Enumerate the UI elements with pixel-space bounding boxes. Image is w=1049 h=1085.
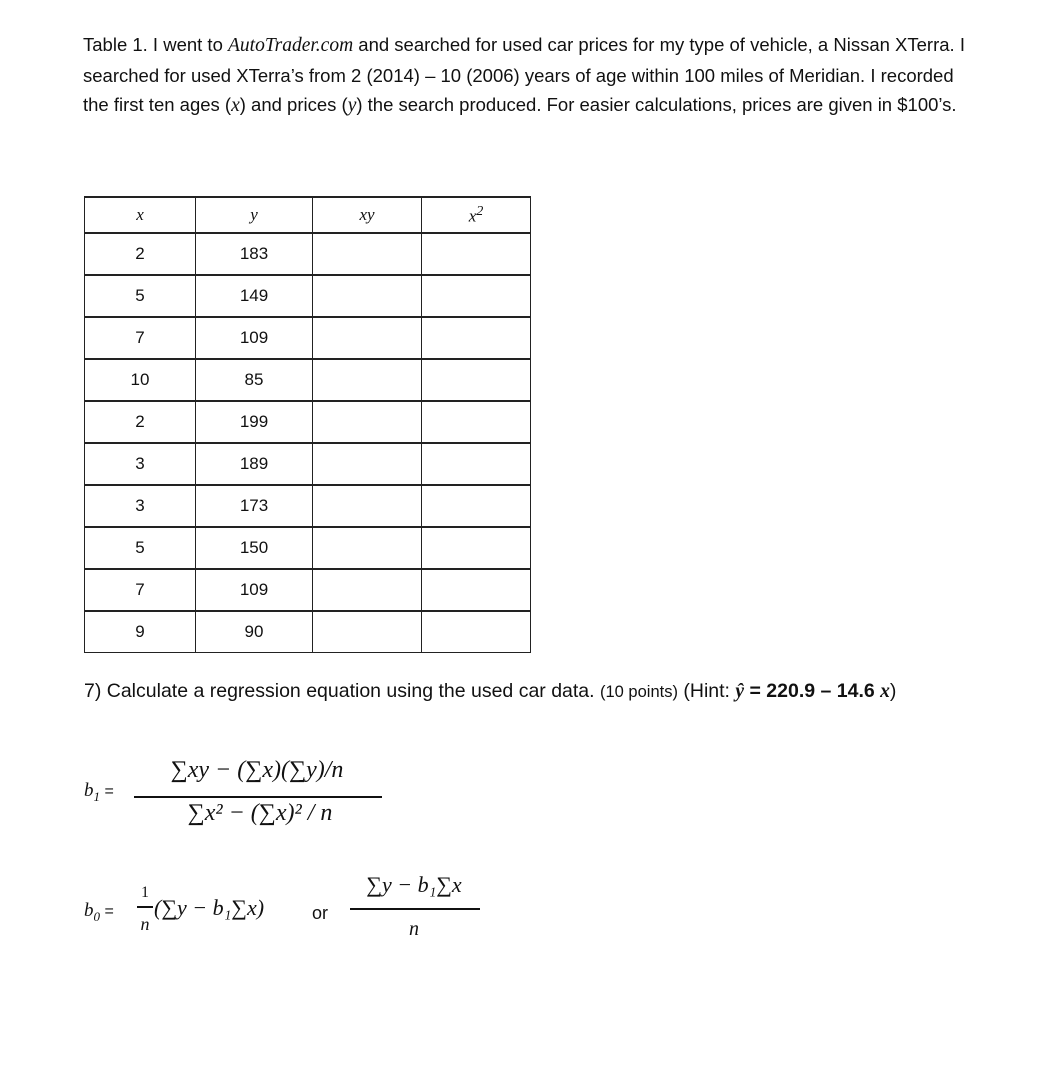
intro-text-1: Table 1. I went to: [83, 34, 229, 55]
intro-text-3: ) and prices (: [239, 94, 348, 115]
cell-x: 10: [85, 359, 196, 401]
header-y: y: [196, 197, 313, 233]
b0-alt-numerator: ∑y − b₁∑x: [366, 872, 462, 897]
cell-x2: [422, 275, 531, 317]
table-row: [85, 317, 531, 359]
cell-y: 150: [196, 527, 313, 569]
cell-y: 183: [196, 233, 313, 275]
table-row: [85, 233, 531, 275]
b0-label: $b_0$ =: [84, 900, 114, 924]
cell-y: 90: [196, 611, 313, 653]
question-7: [84, 680, 896, 703]
hint-x: x: [880, 681, 890, 702]
cell-x2: [422, 401, 531, 443]
table-row: [85, 443, 531, 485]
b0-alt-fraction-bar: [350, 908, 480, 910]
cell-x: 2: [85, 233, 196, 275]
table-row: [85, 275, 531, 317]
intro-text-2: and searched for used car prices for my type of vehicle, a Nissan XTerra. I searched for used XTerra’s from 2 (2014) – 10 (2006) years of age within 100 miles of Meridian. I recorded the first ten ages (: [83, 34, 965, 115]
table-header-row: [85, 197, 531, 233]
cell-xy: [313, 317, 422, 359]
table-row: [85, 527, 531, 569]
table-row: [85, 401, 531, 443]
cell-x2: [422, 443, 531, 485]
cell-xy: [313, 233, 422, 275]
cell-xy: [313, 485, 422, 527]
cell-y: 189: [196, 443, 313, 485]
header-x-squared: $x^2$: [422, 197, 531, 233]
cell-xy: [313, 569, 422, 611]
cell-x2: [422, 359, 531, 401]
table-row: [85, 485, 531, 527]
cell-xy: [313, 527, 422, 569]
cell-y: 199: [196, 401, 313, 443]
b1-denominator: ∑x² − (∑x)² / n: [187, 800, 333, 826]
cell-x: 3: [85, 443, 196, 485]
autotrader-site: AutoTrader.com: [228, 35, 354, 56]
b0-expression: (∑y − b₁∑x): [154, 895, 265, 920]
cell-x: 3: [85, 485, 196, 527]
cell-y: 149: [196, 275, 313, 317]
cell-x: 9: [85, 611, 196, 653]
table-row: [85, 569, 531, 611]
b0-one: 1: [141, 884, 149, 901]
table-row: [85, 611, 531, 653]
question-text: 7) Calculate a regression equation using the used car data.: [84, 680, 600, 702]
cell-x2: [422, 485, 531, 527]
cell-x: 5: [85, 275, 196, 317]
cell-x2: [422, 527, 531, 569]
hint-yhat: ŷ: [735, 681, 745, 702]
cell-y: 109: [196, 569, 313, 611]
cell-xy: [313, 359, 422, 401]
cell-x2: [422, 611, 531, 653]
question-points: (10 points): [600, 683, 678, 701]
cell-xy: [313, 443, 422, 485]
var-x: x: [231, 95, 240, 116]
b0-small-bar: [137, 906, 153, 908]
intro-paragraph: [83, 30, 983, 121]
hint-open: (Hint:: [677, 680, 736, 702]
cell-x: 5: [85, 527, 196, 569]
cell-y: 85: [196, 359, 313, 401]
data-table: [84, 196, 531, 653]
cell-x: 2: [85, 401, 196, 443]
cell-x2: [422, 317, 531, 359]
cell-xy: [313, 401, 422, 443]
hint-close: ): [889, 680, 897, 702]
header-x: x: [85, 197, 196, 233]
b0-alt-denominator: n: [409, 918, 419, 940]
b0-n: n: [140, 914, 150, 934]
b1-numerator: ∑xy − (∑x)(∑y)/n: [170, 757, 344, 783]
b1-fraction-bar: [134, 796, 382, 798]
cell-x: 7: [85, 317, 196, 359]
intro-text-4: ) the search produced. For easier calculations, prices are given in $100’s.: [356, 94, 957, 115]
cell-y: 109: [196, 317, 313, 359]
cell-x: 7: [85, 569, 196, 611]
cell-y: 173: [196, 485, 313, 527]
hint-equation: = 220.9 – 14.6: [744, 680, 881, 702]
or-text: or: [312, 903, 329, 923]
cell-xy: [313, 275, 422, 317]
cell-xy: [313, 611, 422, 653]
b1-label: $b_1$ =: [84, 780, 114, 804]
cell-x2: [422, 569, 531, 611]
var-y: y: [347, 95, 357, 116]
cell-x2: [422, 233, 531, 275]
table-row: [85, 359, 531, 401]
header-xy: xy: [313, 197, 422, 233]
